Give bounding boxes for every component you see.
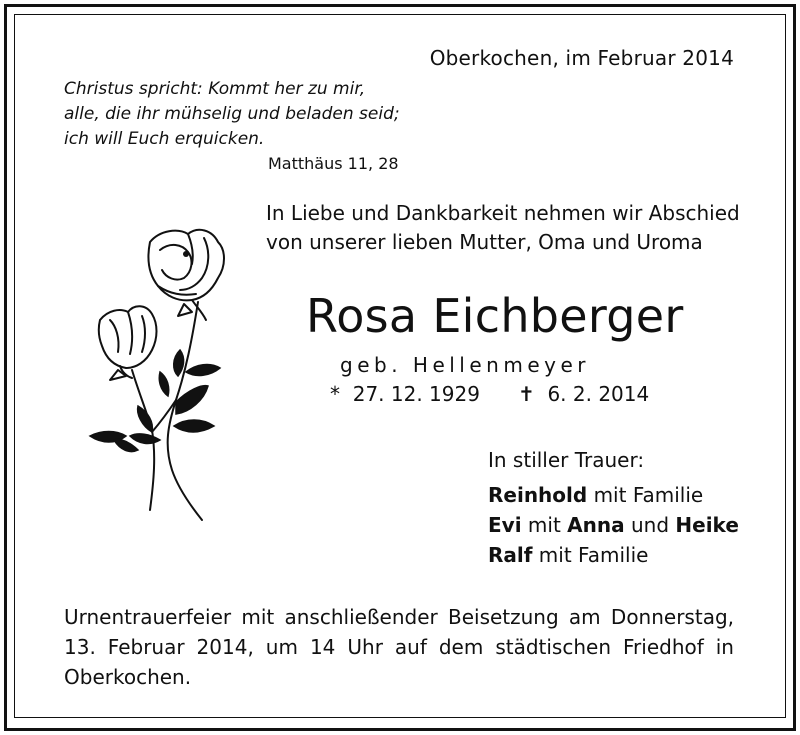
rose-icon bbox=[80, 220, 240, 530]
birth-date: 27. 12. 1929 bbox=[352, 382, 480, 406]
mourner-name: Heike bbox=[675, 513, 739, 537]
mourner-rest: mit bbox=[521, 513, 568, 537]
intro-text bbox=[266, 199, 740, 257]
quote-reference: Matthäus 11, 28 bbox=[268, 154, 399, 173]
mourner-line bbox=[488, 540, 739, 570]
service-line: 13. Februar 2014, um 14 Uhr auf dem städtischen Friedhof in bbox=[64, 635, 734, 659]
cross-icon: ✝ bbox=[517, 382, 535, 406]
quote-line: ich will Euch erquicken. bbox=[64, 129, 265, 149]
service-info bbox=[64, 602, 734, 692]
service-line: Oberkochen. bbox=[64, 665, 192, 689]
intro-line: In Liebe und Dankbarkeit nehmen wir Abschied bbox=[266, 201, 740, 225]
life-dates bbox=[330, 382, 649, 406]
mourner-name: Ralf bbox=[488, 543, 533, 567]
place-date: Oberkochen, im Februar 2014 bbox=[429, 46, 734, 70]
birth-name: geb. Hellenmeyer bbox=[340, 353, 590, 377]
mourner-name: Anna bbox=[567, 513, 625, 537]
mourner-rest: mit Familie bbox=[587, 483, 704, 507]
mourners-list bbox=[488, 480, 739, 570]
intro-line: von unserer lieben Mutter, Oma und Uroma bbox=[266, 230, 703, 254]
born-symbol: * bbox=[330, 382, 340, 406]
mourner-line bbox=[488, 480, 739, 510]
mourner-line bbox=[488, 510, 739, 540]
quote-line: alle, die ihr mühselig und beladen seid; bbox=[64, 104, 400, 124]
mourner-name: Reinhold bbox=[488, 483, 588, 507]
mourner-rest: und bbox=[624, 513, 676, 537]
mourner-rest: mit Familie bbox=[532, 543, 649, 567]
bible-quote bbox=[64, 77, 400, 152]
death-date: 6. 2. 2014 bbox=[547, 382, 650, 406]
quote-line: Christus spricht: Kommt her zu mir, bbox=[64, 79, 366, 99]
mourners-title: In stiller Trauer: bbox=[488, 448, 645, 472]
mourner-name: Evi bbox=[488, 513, 522, 537]
service-line: Urnentrauerfeier mit anschließender Beisetzung am Donnerstag, bbox=[64, 605, 734, 629]
deceased-name: Rosa Eichberger bbox=[306, 289, 684, 343]
